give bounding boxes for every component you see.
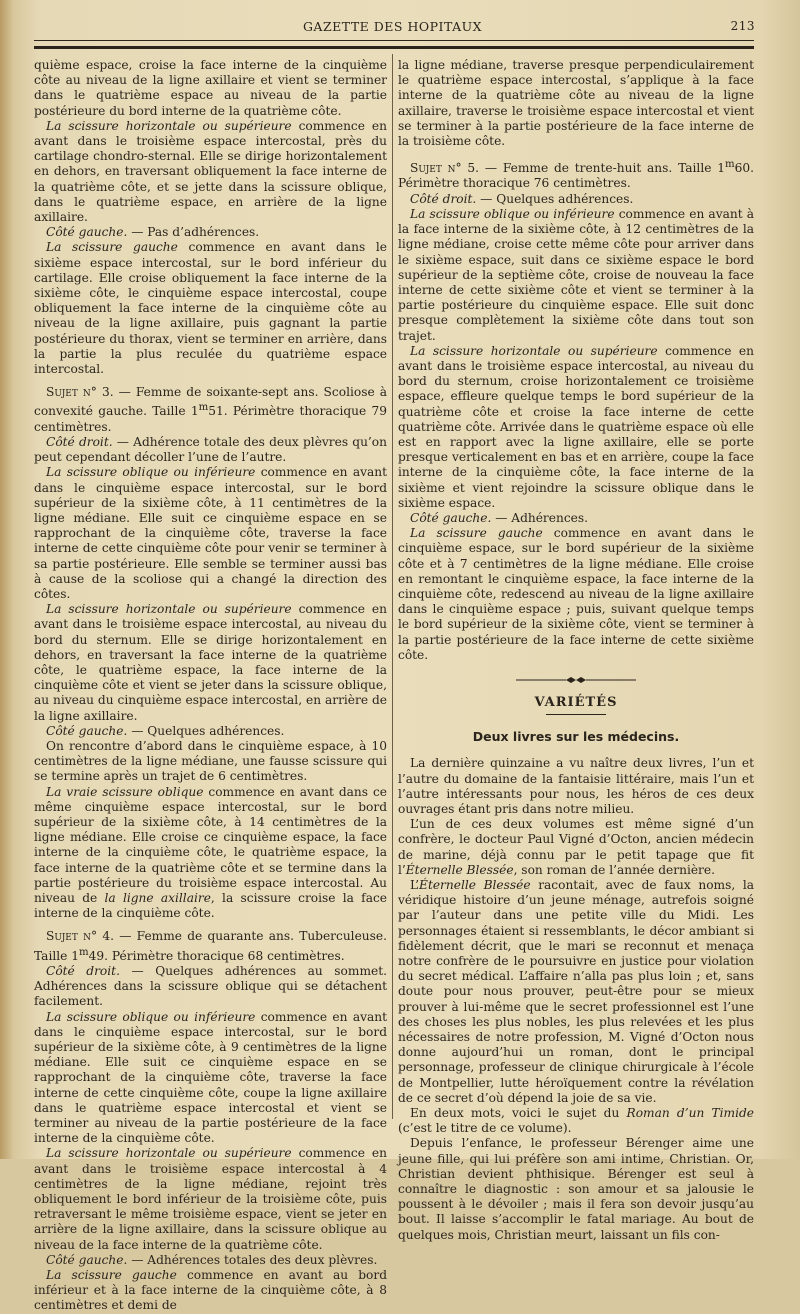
paragraph: Côté gauche. — Adhérences.: [410, 510, 588, 525]
paragraph: Côté gauche. — Pas d’adhérences.: [46, 225, 260, 240]
paragraph: La scissure gauche commence en avant au bord inférieur et à la face interne de la cinquième côte, à 8 centimètres et demi de: [34, 1267, 388, 1313]
paragraph: L’un de ces deux volumes est même signé d’un confrère, le docteur Paul Vigné d’Octon, ancien médecin de marine, déjà connu par le petit tapage que fit l’Éternelle Blessée, son roman de l’année dernière.: [398, 817, 754, 877]
paragraph: Côté droit. — Quelques adhérences.: [410, 191, 634, 206]
paragraph: La scissure gauche commence en avant dans le cinquième espace, sur le bord supérieur de la sixième côte et à 7 centimètres de la ligne médiane. Elle croise en remontant le cinquième espace, la face interne de la cinquième côte, redescend au niveau de la ligne axillaire dans le cinquième espace ; puis, suivant quelque temps le bord supérieur de la sixième côte, vient se terminer à la partie postérieure de la face interne de cette sixième côte.: [398, 526, 754, 662]
paragraph: la ligne médiane, traverse presque perpendiculairement le quatrième espace intercostal, s’applique à la face interne de la quatrième côte au niveau de la ligne axillaire, traverse le troisième espace intercostal et vient se terminer à la partie postérieure de la face interne de la troisième côte.: [398, 58, 754, 149]
article-body: [398, 756, 754, 1243]
paragraph: Côté gauche. — Adhérences totales des deux plèvres.: [46, 1252, 378, 1267]
paragraph: La scissure oblique ou inférieure commence en avant dans le cinquième espace intercostal, sur le bord supérieur de la sixième côte, à 11 centimètres de la ligne médiane. Elle suit ce cinquième espace en se rapprochant de la cinquième côte, traverse la face interne de cette cinquième côte pour venir se terminer à sa partie postérieure. Elle semble se terminer aussi bas à cause de la scoliose qui a changé la direction des côtes.: [34, 465, 387, 601]
header-rule-thick: [34, 46, 754, 49]
paragraph: quième espace, croise la face interne de la cinquième côte au niveau de la ligne axillaire et vient se terminer dans le quatrième espace au niveau de la partie postérieure du bord interne de la quatrième côte.: [34, 58, 387, 118]
paragraph: La scissure horizontale ou supérieure commence en avant dans le troisième espace intercostal, près du cartilage chondro-sternal. Elle se dirige horizontalement en dehors, en traversant obliquement la face interne de la quatrième côte, et se jette dans la scissure oblique, dans le quatrième espace, en arrière de la ligne axillaire.: [34, 118, 387, 225]
paragraph: La scissure gauche commence en avant dans le sixième espace intercostal, sur le bord inférieur du cartilage. Elle croise obliquement la face interne de la sixième côte, le cinquième espace intercostal, coupe obliquement la face interne de la cinquième côte au niveau de la ligne axillaire, puis gagnant la partie postérieure du thorax, vient se terminer en arrière, dans la partie la plus reculée du quatrième espace intercostal.: [34, 240, 387, 377]
paragraph: La scissure oblique ou inférieure commence en avant dans le cinquième espace intercostal, sur le bord supérieur de la sixième côte, à 9 centimètres de la ligne médiane. Elle suit ce cinquième espace en se rapprochant de la cinquième côte, traverse la face interne de cette cinquième côte, coupe la ligne axillaire dans le quatrième espace intercostal et vient se terminer au niveau de la partie postérieure de la face interne de la cinquième côte.: [34, 1009, 387, 1146]
paragraph: Sujet n° 4. — Femme de quarante ans. Tuberculeuse. Taille 1$^m$49. Périmètre thoracique 68 centimètres.: [34, 929, 387, 963]
paragraph: Depuis l’enfance, le professeur Bérenger aime une jeune fille, qui lui préfère son ami intime, Christian. Or, Christian devient phthisique. Bérenger est seul à connaître le diagnostic : son amour et sa jalousie le poussent à le dévoiler ; mais il fera son devoir jusqu’au bout. Il laisse s’accomplir le fatal mariage. Au bout de quelques mois, Christian meurt, laissant un fils con-: [398, 1136, 754, 1242]
paragraph: Côté droit. — Adhérence totale des deux plèvres qu’on peut cependant décoller l’une de l’autre.: [34, 434, 387, 465]
paragraph: Côté droit. — Quelques adhérences au sommet. Adhérences dans la scissure oblique qui se détachent facilement.: [34, 963, 387, 1009]
paragraph: Côté gauche. — Quelques adhérences.: [46, 723, 285, 738]
section-heading: VARIÉTÉS: [534, 694, 618, 710]
page-header: [30, 16, 755, 36]
right-column-text: [398, 58, 754, 663]
left-column: [34, 58, 387, 1314]
paragraph: La scissure horizontale ou supérieure commence en avant dans le troisième espace intercostal, au niveau du bord du sternum, croise horizontalement ce troisième espace, effleure quelque temps le bord supérieur de la quatrième côte et croise la face interne de cette quatrième côte. Arrivée dans le quatrième espace où elle est en rapport avec la ligne axillaire, elle se porte presque verticalement en bas et en arrière, coupe la face interne de la cinquième côte, la face interne de la sixième et vient rejoindre la scissure oblique dans le sixième espace.: [398, 343, 754, 510]
section-underline: [546, 714, 606, 715]
ornamental-divider: [516, 675, 636, 685]
paragraph: Sujet n° 5. — Femme de trente-huit ans. Taille 1$^m$60. Périmètre thoracique 76 centimètres.: [398, 159, 755, 191]
column-divider: [392, 54, 393, 1119]
paragraph: En deux mots, voici le sujet du Roman d’un Timide (c’est le titre de ce volume).: [398, 1106, 755, 1136]
paragraph: La scissure horizontale ou supérieure commence en avant dans le troisième espace intercostal à 4 centimètres de la ligne médiane, rejoint très obliquement le bord inférieur de la troisième côte, puis retraversant le même troisième espace, vient se jeter en arrière de la ligne axillaire, dans la scissure oblique au niveau de la face interne de la quatrième côte.: [34, 1146, 387, 1252]
paragraph: La dernière quinzaine a vu naître deux livres, l’un et l’autre du domaine de la fantaisie littéraire, mais l’un et l’autre intéressants pour nous, les héros de ces deux ouvrages étant pris dans notre milieu.: [398, 756, 754, 816]
paragraph: La scissure horizontale ou supérieure commence en avant dans le troisième espace intercostal, au niveau du bord du sternum. Elle se dirige horizontalement en dehors, en traversant la face interne de la quatrième côte, le quatrième espace, la face interne de la cinquième côte et vient se jeter dans la scissure oblique, au niveau du cinquième espace intercostal, en arrière de la ligne axillaire.: [34, 602, 387, 723]
paragraph: On rencontre d’abord dans le cinquième espace, à 10 centimètres de la ligne médiane, une fausse scissure qui se termine après un trajet de 6 centimètres.: [34, 739, 387, 784]
right-column: [398, 58, 754, 1243]
header-rule: [34, 40, 754, 41]
journal-title: GAZETTE DES HOPITAUX: [302, 19, 483, 34]
page-number: 213: [730, 19, 755, 33]
paragraph: La scissure oblique ou inférieure commence en avant à la face interne de la sixième côte, à 12 centimètres de la ligne médiane, croise cette même côte pour arriver dans le sixième espace, suit dans ce sixième espace le bord supérieur de la septième côte, croise de nouveau la face interne de cette sixième côte et vient se terminer à la partie postérieure du cinquième espace. Elle suit donc presque complètement la sixième côte dans tout son trajet.: [398, 206, 754, 343]
paragraph: Sujet n° 3. — Femme de soixante-sept ans. Scoliose à convexité gauche. Taille 1$^m$51. Périmètre thoracique 79 centimètres.: [34, 385, 387, 434]
paragraph: L’Éternelle Blessée racontait, avec de faux noms, la véridique histoire d’un jeune ménage, autrefois soigné par l’auteur dans une petite ville du Midi. Les personnages étaient si ressemblants, le décor ambiant si fidèlement décrit, que le mari se reconnut et menaça notre confrère de le poursuivre en justice pour violation du secret médical. L’affaire n’alla pas plus loin ; et, sans doute pour nous prouver, peut-être pour se mieux prouver à lui-même que le secret professionnel est l’une des choses les plus nobles, les plus relevées et les plus nécessaires de notre profession, M. Vigné d’Octon nous donne aujourd’hui un roman, dont le principal personnage, professeur de clinique chirurgicale à l’école de Montpellier, lutte héroïquement contre la révélation de ce secret d’où dépend la joie de sa vie.: [398, 878, 754, 1105]
paragraph: La vraie scissure oblique commence en avant dans ce même cinquième espace intercostal, sur le bord supérieur de la sixième côte, à 14 centimètres de la ligne médiane. Elle croise ce cinquième espace, la face interne de la cinquième côte, le quatrième espace, la face interne de la quatrième côte et se termine dans la partie postérieure du troisième espace intercostal. Au niveau de la ligne axillaire, la scissure croise la face interne de la cinquième côte.: [34, 784, 387, 921]
article-title: Deux livres sur les médecins.: [472, 729, 680, 745]
